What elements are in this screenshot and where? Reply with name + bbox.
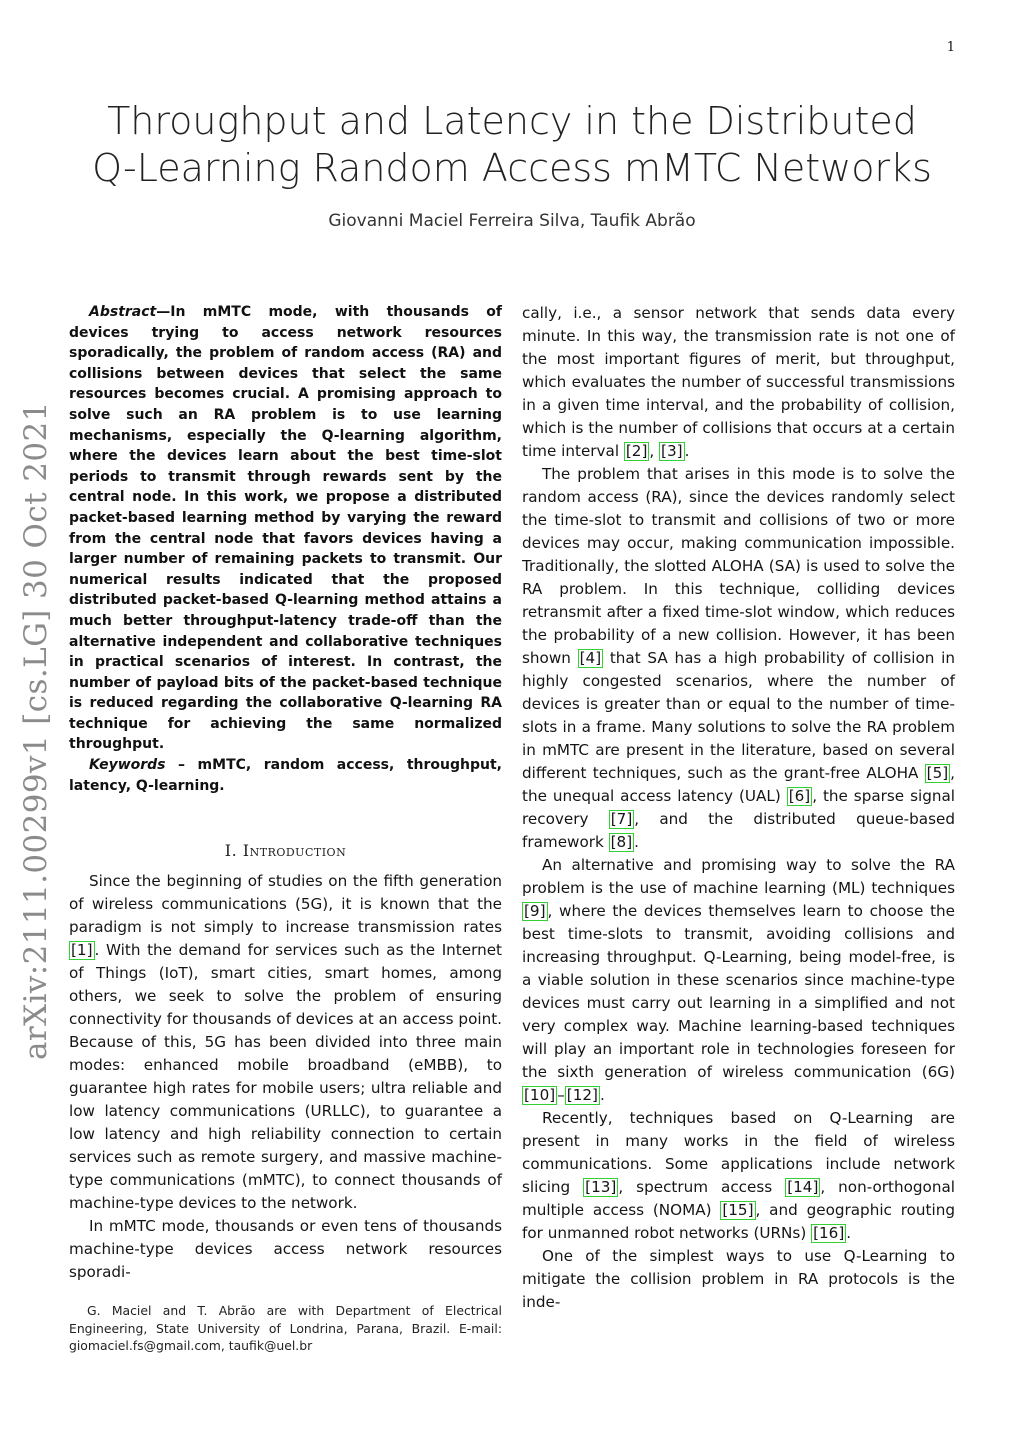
body-paragraph-ra-problem xyxy=(522,463,955,854)
intro-paragraph-2: In mMTC mode, thousands or even tens of thousands machine-type devices access network resources sporadi- xyxy=(69,1217,502,1282)
citation-link[interactable]: [1] xyxy=(71,941,93,960)
text-run: The problem that arises in this mode is to solve the random access (RA), since the devices randomly select the time-slot to transmit and collisions of two or more devices may occur, making communication impossible. Traditionally, the slotted ALOHA (SA) is used to solve the RA problem. In this technique, colliding devices retransmit after a fixed time-slot window, which reduces the probability of a new collision. However, it has been shown xyxy=(522,465,955,667)
arxiv-stamp: arXiv:2111.00299v1 [cs.LG] 30 Oct 2021 xyxy=(18,401,54,1060)
intro-paragraph-1 xyxy=(69,870,502,1215)
body-paragraph-q-learning-works xyxy=(522,1107,955,1245)
text-run: , the unequal access latency (UAL) xyxy=(522,764,955,805)
section-number: I. xyxy=(224,841,238,861)
text-run: . xyxy=(599,1086,605,1104)
abstract-text: —In mMTC mode, with thousands of devices trying to access network resources sporadically, the problem of random access (RA) and collisions between devices that select the same resources becomes crucial. A promising approach to solve such an RA problem is to use learning mechanisms, especially the Q-learning algorithm, where the devices learn about the best time-slot periods to transmit through rewards sent by the central node. In this work, we propose a distributed packet-based learning method by varying the reward from the central node that favors devices having a larger number of remaining packets to transmit. Our numerical results indicated that the proposed distributed packet-based Q-learning method attains a much better throughput-latency trade-off than the alternative independent and collaborative techniques in practical scenarios of interest. In contrast, the number of payload bits of the packet-based technique is reduced regarding the collaborative Q-learning RA technique for achieving the same normalized throughput. xyxy=(69,304,502,753)
citation-link[interactable]: [9] xyxy=(524,902,546,920)
citation-link[interactable]: [3] xyxy=(661,442,683,460)
body-paragraph-last: One of the simplest ways to use Q-Learning to mitigate the collision problem in RA protocols is the inde- xyxy=(522,1247,955,1311)
abstract-label: Abstract xyxy=(89,304,157,320)
right-column xyxy=(522,302,955,1314)
body-paragraph-ml xyxy=(522,854,955,1107)
citation-link[interactable]: [8] xyxy=(610,833,633,851)
citation-link[interactable]: [2] xyxy=(625,442,648,460)
text-run: that SA has a high probability of collision in highly congested scenarios, where the number of devices is greater than or equal to the number of time-slots in a frame. Many solutions to solve the RA problem in mMTC are present in the literature, based on several different techniques, such as the grant-free ALOHA xyxy=(522,649,955,782)
text-run: , xyxy=(649,442,660,460)
keywords-text: – mMTC, random access, throughput, latency, Q-learning. xyxy=(69,757,502,794)
keywords-label: Keywords xyxy=(89,757,166,774)
text-run: . xyxy=(634,833,639,851)
left-column xyxy=(69,302,502,1367)
text-run: , the sparse signal recovery xyxy=(522,787,955,828)
text-run: Since the beginning of studies on the fifth generation of wireless communications (5G), it is known that the paradigm is not simply to increase transmission rates xyxy=(69,872,502,937)
text-run: Recently, techniques based on Q-Learning are present in many works in the field of wireless communications. Some applications include network slicing xyxy=(522,1109,955,1196)
author-footnote: G. Maciel and T. Abrão are with Department of Electrical Engineering, State University of Londrina, Parana, Brazil. E-mail: giomaciel.fs@gmail.com, taufik@uel.br xyxy=(69,1303,502,1354)
citation-link[interactable]: [4] xyxy=(579,649,602,667)
text-run: , and geographic routing for unmanned robot networks (URNs) xyxy=(522,1201,955,1242)
citation-link[interactable]: [16] xyxy=(813,1224,845,1242)
citation-link[interactable]: [15] xyxy=(722,1201,754,1219)
citation-link[interactable]: [7] xyxy=(610,810,633,828)
text-run: , spectrum access xyxy=(618,1178,786,1196)
section-title: Introduction xyxy=(242,841,347,861)
text-run: An alternative and promising way to solve the RA problem is the use of machine learning (ML) techniques xyxy=(522,856,955,897)
citation-link[interactable]: [13] xyxy=(585,1178,617,1196)
text-run: , and the distributed queue-based framework xyxy=(522,810,956,851)
citation-link[interactable]: [5] xyxy=(926,764,949,782)
text-run: , where the devices themselves learn to choose the best time-slots to transmit, avoiding collisions and increasing throughput. Q-Learning, being model-free, is a viable solution in these scenarios since machine-type devices must carry out learning in a simplified and not very complex way. Machine learning-based techniques will play an important role in technologies foreseen for the sixth generation of wireless communication (6G) xyxy=(522,902,955,1081)
text-run: – xyxy=(557,1086,565,1104)
abstract xyxy=(69,302,502,755)
text-run: . xyxy=(684,442,690,460)
title-block xyxy=(0,98,1024,231)
citation-link[interactable]: [12] xyxy=(566,1086,598,1104)
text-run: . xyxy=(846,1224,852,1242)
citation-link[interactable]: [6] xyxy=(788,787,811,805)
citation-link[interactable]: [10] xyxy=(524,1086,556,1104)
keywords xyxy=(69,755,502,796)
text-run: , non-orthogonal multiple access (NOMA) xyxy=(522,1178,955,1219)
paper-title-line-1: Throughput and Latency in the Distributed xyxy=(107,99,917,143)
section-heading xyxy=(69,841,502,860)
text-run: cally, i.e., a sensor network that sends data every minute. In this way, the transmission rate is not one of the most important figures of merit, but throughput, which evaluates the number of successful transmissions in a given time interval, and the probability of collision, which is the number of collisions that occurs at a certain time interval xyxy=(522,304,955,460)
page-number: 1 xyxy=(946,40,955,55)
text-run: . With the demand for services such as the Internet of Things (IoT), smart cities, smart homes, among others, we seek to solve the problem of ensuring connectivity for thousands of devices at an access point. Because of this, 5G has been divided into three main modes: enhanced mobile broadband (eMBB), to guarantee high rates for mobile users; ultra reliable and low latency communications (URLLC), to guarantee a low latency and high reliability connection to certain services such as remote surgery, and massive machine-type communications (mMTC), to connect thousands of machine-type devices to the network. xyxy=(69,941,502,1213)
citation-link[interactable]: [14] xyxy=(787,1178,819,1196)
paper-title-line-2: Q-Learning Random Access mMTC Networks xyxy=(92,146,932,190)
author-list: Giovanni Maciel Ferreira Silva, Taufik Abrão xyxy=(328,211,696,231)
body-paragraph-continued xyxy=(522,302,955,463)
